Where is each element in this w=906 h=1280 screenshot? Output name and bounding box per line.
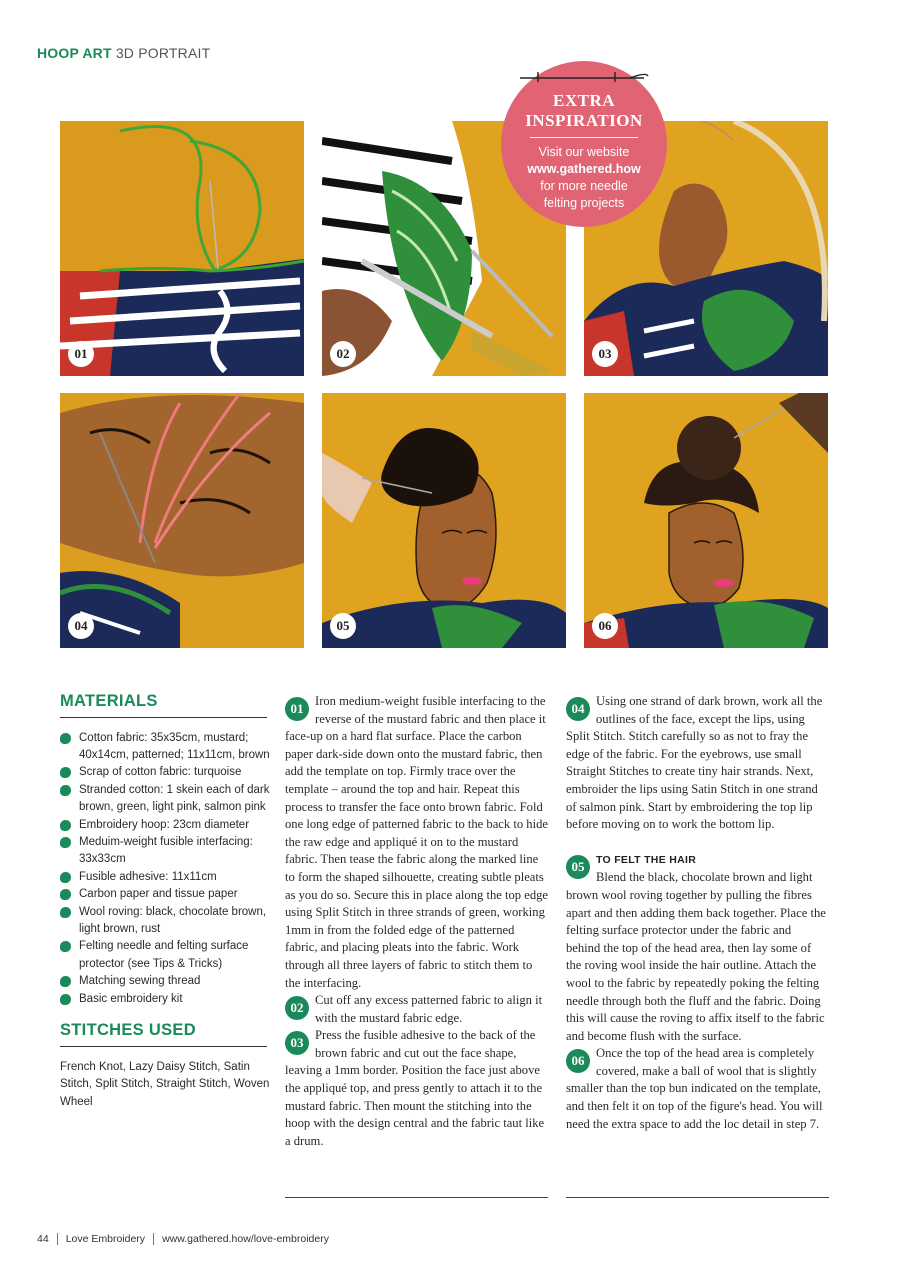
list-item: Meduim-weight fusible interfacing: 33x33cm [60, 834, 272, 869]
step-subheading: TO FELT THE HAIR [596, 853, 697, 866]
list-item: Scrap of cotton fabric: turquoise [60, 764, 272, 781]
materials-list [60, 730, 272, 1009]
step-badge: 03 [592, 341, 618, 367]
step-badge: 04 [68, 613, 94, 639]
bullet-icon [60, 837, 71, 848]
stitches-text: French Knot, Lazy Daisy Stitch, Satin Stitch, Split Stitch, Straight Stitch, Woven Wheel [60, 1060, 270, 1108]
page-number: 44 [37, 1233, 49, 1245]
bullet-icon [60, 907, 71, 918]
step-number-badge: 02 [285, 996, 309, 1020]
step-number-badge: 05 [566, 855, 590, 879]
bullet-icon [60, 941, 71, 952]
list-item: Wool roving: black, chocolate brown, light brown, rust [60, 904, 272, 939]
step-03: 03 Press the fusible adhesive to the back of the brown fabric and cut out the face shape, leaving a 1mm border. Position the face just above the appliqué top, and press gently to attach it to the mustard fabric. Then mount the stitching into the hoop with the design central and the fabric taut like a drum. [285, 1028, 545, 1148]
step-badge: 01 [68, 341, 94, 367]
bullet-icon [60, 767, 71, 778]
list-item: Embroidery hoop: 23cm diameter [60, 817, 272, 834]
column-divider [285, 1197, 548, 1198]
step-badge: 06 [592, 613, 618, 639]
inspo-title-line2: INSPIRATION [525, 111, 643, 130]
step-photo-05 [322, 393, 566, 648]
column-divider [566, 1197, 829, 1198]
list-item: Matching sewing thread [60, 973, 272, 990]
step-photo-04 [60, 393, 304, 648]
bullet-icon [60, 820, 71, 831]
bullet-icon [60, 872, 71, 883]
inspo-line1: Visit our website [538, 145, 630, 159]
list-item: Felting needle and felting surface protector (see Tips & Tricks) [60, 938, 272, 973]
bullet-icon [60, 889, 71, 900]
steps-column-2 [566, 693, 828, 1133]
bullet-icon [60, 785, 71, 796]
step-06: 06 Once the top of the head area is completely covered, make a ball of wool that is slightly smaller than the top bun indicated on the template, and then felt it on top of the figure's head. You will need the extra space to add the loc detail in step 7. [566, 1046, 823, 1131]
page-title: 3D PORTRAIT [115, 45, 211, 61]
inspo-divider [530, 137, 638, 138]
step-number-badge: 06 [566, 1049, 590, 1073]
needle-icon [520, 70, 650, 84]
inspo-url-link[interactable]: www.gathered.how [527, 162, 641, 176]
stitches-divider [60, 1046, 267, 1047]
stitches-title: STITCHES USED [60, 1021, 196, 1040]
list-item: Stranded cotton: 1 skein each of dark brown, green, light pink, salmon pink [60, 782, 272, 817]
list-item: Carbon paper and tissue paper [60, 886, 272, 903]
steps-column-1 [285, 693, 550, 1150]
step-number-badge: 01 [285, 697, 309, 721]
materials-column [60, 693, 272, 1111]
section-label: HOOP ART [37, 45, 112, 61]
list-item: Fusible adhesive: 11x11cm [60, 869, 272, 886]
inspo-line4: felting projects [543, 196, 625, 210]
step-photo-06 [584, 393, 828, 648]
magazine-name: Love Embroidery [65, 1233, 146, 1245]
bullet-icon [60, 733, 71, 744]
inspo-title-line1: EXTRA [552, 91, 615, 110]
bullet-icon [60, 994, 71, 1005]
step-01: 01 Iron medium-weight fusible interfacing to the reverse of the mustard fabric and then place it face-up on a hard flat surface. Place the carbon paper dark-side down onto the mustard fabric, then add the template on top. Firmly trace over the template – around the top and hair. Repeat this process to transfer the face onto brown fabric. Fold one long edge of patterned fabric to the back to hide the raw edge and appliqué it on to the mustard fabric. Then tease the fabric along the marked line to form the shaped silhouette, creating subtle pleats as you do so. Secure this in place along the top edge using Split Stitch in three strands of green, working 1mm in from the folded edge of the patterned fabric, and placing pleats into the fabric. Work through all three layers of fabric to stitch them to the interfacing. [285, 694, 549, 990]
materials-divider [60, 717, 267, 718]
page-header [37, 45, 210, 61]
list-item: Cotton fabric: 35x35cm, mustard; 40x14cm, patterned; 11x11cm, brown [60, 730, 272, 765]
bullet-icon [60, 976, 71, 987]
step-05: 05 TO FELT THE HAIR Blend the black, chocolate brown and light brown wool roving together by pulling the fibres apart and then adding them back together. Place the felting surface protector under the fabric and behind the top of the head area, then lay some of the roving wool inside the hair outline. Attach the wool to the fabric by repeatedly poking the felting needle through both the fluff and the fabric. Doing this will cause the roving to affix itself to the fabric and become flush with the surface. [566, 853, 826, 1043]
step-number-badge: 03 [285, 1031, 309, 1055]
materials-title: MATERIALS [60, 692, 158, 710]
step-number-badge: 04 [566, 697, 590, 721]
page-footer [37, 1233, 329, 1245]
footer-url-link[interactable]: www.gathered.how/love-embroidery [162, 1233, 329, 1245]
step-04: 04 Using one strand of dark brown, work all the outlines of the face, except the lips, using Split Stitch. Stitch carefully so as not to fray the edge of the fabric. For the eyebrows, use small Straight Stitches to create tiny hair strands. Next, embroider the lips using Satin Stitch in one strand of salmon pink. Start by embroidering the top lip before moving on to work the bottom lip. [566, 694, 823, 832]
step-badge: 05 [330, 613, 356, 639]
inspo-line3: for more needle [540, 179, 628, 193]
step-photo-01 [60, 121, 304, 376]
extra-inspiration-roundel [501, 61, 667, 227]
step-02: 02 Cut off any excess patterned fabric to align it with the mustard fabric edge. [285, 992, 550, 1027]
list-item: Basic embroidery kit [60, 991, 272, 1008]
step-badge: 02 [330, 341, 356, 367]
